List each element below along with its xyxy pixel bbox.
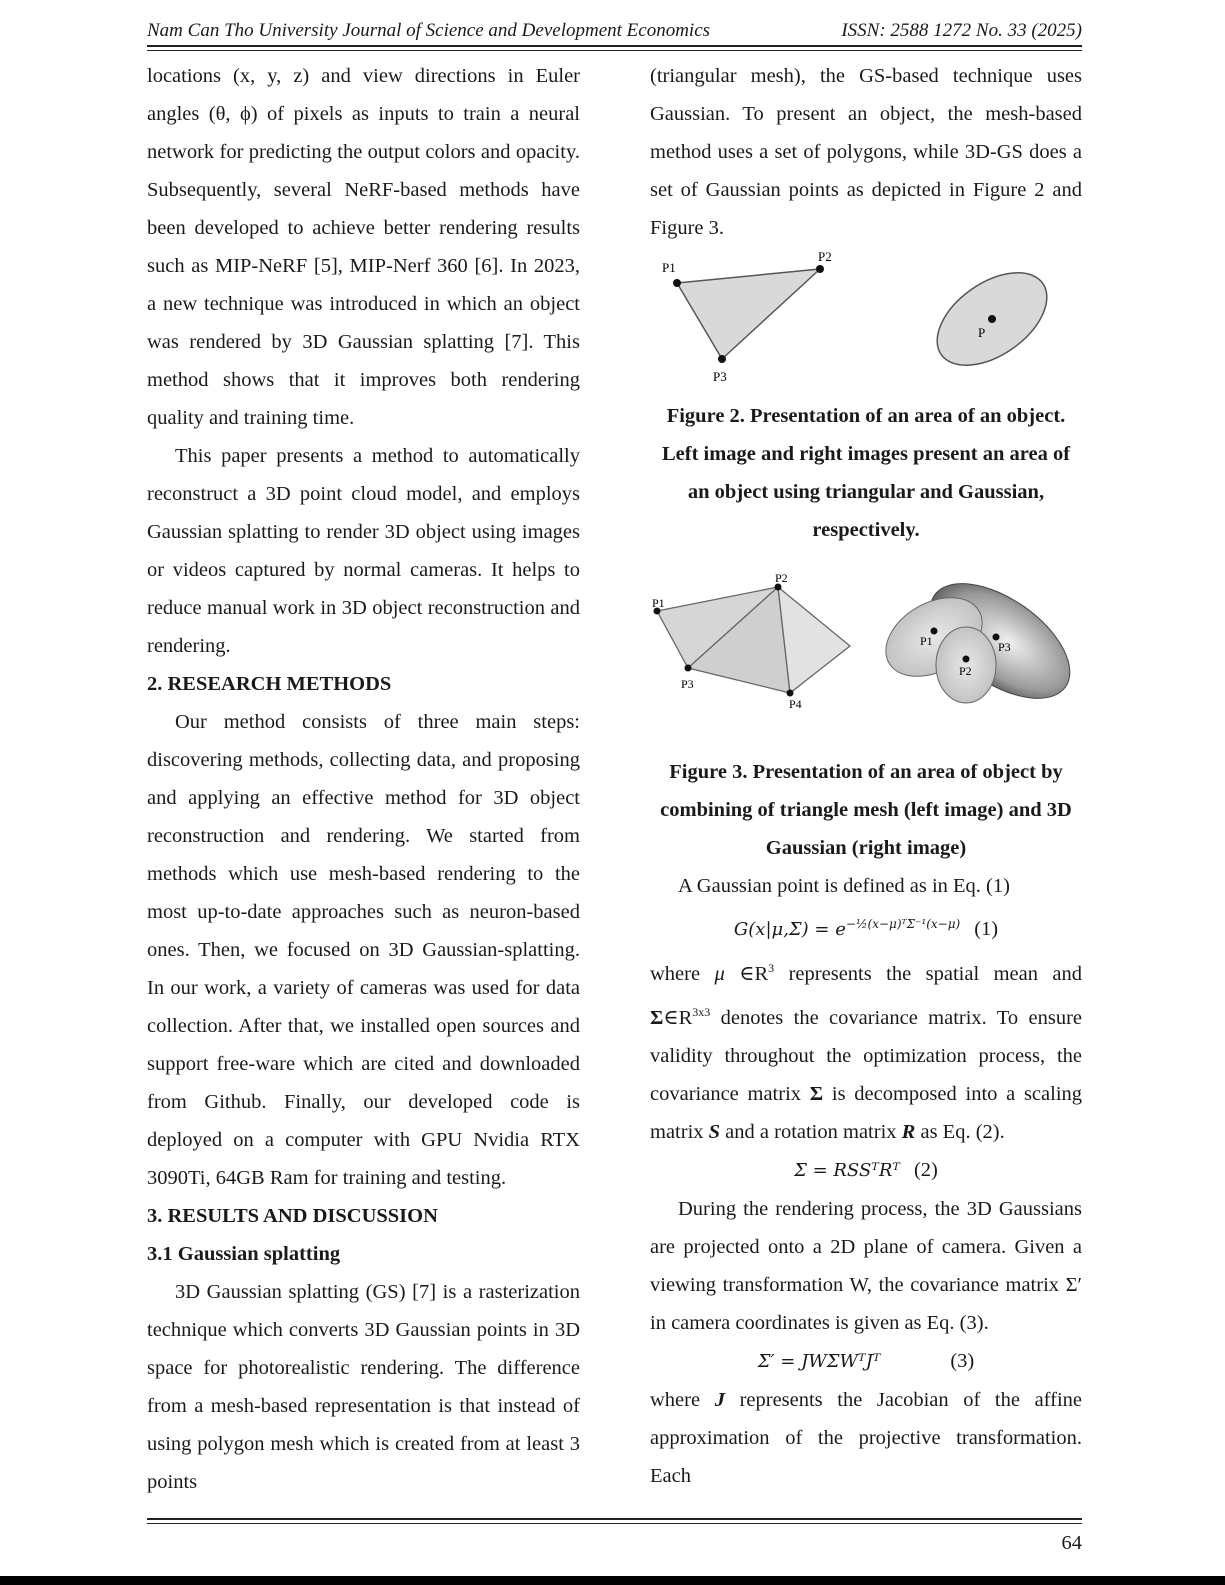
label-p3: P3 bbox=[713, 369, 727, 384]
equation-1 bbox=[650, 905, 1082, 949]
paragraph: where J represents the Jacobian of the affine approximation of the projective transformation. Each bbox=[650, 1388, 1082, 1487]
equation-2 bbox=[650, 1151, 1082, 1190]
section-heading: 3. RESULTS AND DISCUSSION bbox=[147, 1205, 438, 1227]
vertex-p3 bbox=[685, 665, 692, 672]
vertex-p2 bbox=[816, 265, 824, 273]
figure-2-caption: Figure 2. Presentation of an area of an object. Left image and right images present an area of an object using triangular and Gaussian, respectively. bbox=[661, 405, 1071, 541]
label-p: P bbox=[978, 325, 986, 340]
header-rule-thin bbox=[147, 50, 1082, 51]
footer-rule-thin bbox=[147, 1523, 1082, 1524]
label-p3: P3 bbox=[681, 677, 694, 691]
paragraph: This paper presents a method to automatically reconstruct a 3D point cloud model, and employs Gaussian splatting to render 3D object using images or videos captured by normal cameras. It helps to reduce manual work in 3D object reconstruction and rendering. bbox=[147, 445, 580, 657]
header-rule bbox=[147, 45, 1082, 47]
footer-rule bbox=[147, 1518, 1082, 1520]
equation-3-number: (3) bbox=[950, 1349, 975, 1372]
g-label-p3: P3 bbox=[998, 640, 1011, 654]
paragraph: 3D Gaussian splatting (GS) [7] is a rasterization technique which converts 3D Gaussian points in 3D space for photorealistic rendering. The difference from a mesh-based representation is that instead of using polygon mesh which is created from at least 3 points bbox=[147, 1281, 580, 1493]
equation-1-number: (1) bbox=[974, 918, 999, 940]
vertex-p1 bbox=[673, 279, 681, 287]
subsection-heading: 3.1 Gaussian splatting bbox=[147, 1243, 341, 1265]
section-heading: 2. RESEARCH METHODS bbox=[147, 673, 392, 695]
running-header bbox=[147, 20, 1082, 42]
equation-2-body: Σ = RSSᵀRᵀ bbox=[794, 1159, 900, 1181]
paragraph: where μ $\in R^3$ represents the spatial mean and $\Sigma\in R^{3x3}$ denotes the covariance matrix. To ensure validity throughout the optimization process, the covariance matrix Σ is decomposed into a scaling matrix S and a rotation matrix R as Eq. (2). bbox=[650, 961, 1083, 1143]
label-p2: P2 bbox=[818, 249, 832, 264]
paragraph: Our method consists of three main steps: discovering methods, collecting data, and proposing and applying an effective method for 3D object reconstruction and rendering. We started from methods which use mesh-based rendering to the most up-to-date approaches such as neuron-based ones. Then, we focused on 3D Gaussian-splatting. In our work, a variety of cameras was used for data collection. After that, we installed open sources and support free-ware which are cited and downloaded from Github. Finally, our developed code is deployed on a computer with GPU Nvidia RTX 3090Ti, 64GB Ram for training and testing. bbox=[147, 711, 580, 1189]
left-column bbox=[147, 57, 580, 1501]
vertex-p4 bbox=[787, 690, 794, 697]
label-p1: P1 bbox=[652, 596, 665, 610]
equation-3-body: Σ′ = JWΣWᵀJᵀ bbox=[757, 1350, 881, 1372]
label-p2: P2 bbox=[775, 571, 788, 585]
equation-3 bbox=[650, 1342, 1082, 1381]
scan-edge bbox=[0, 1576, 1225, 1585]
right-column bbox=[650, 57, 1082, 1495]
label-p1: P1 bbox=[662, 260, 676, 275]
label-p4: P4 bbox=[789, 697, 802, 711]
mesh-face-right bbox=[778, 587, 850, 693]
gaussian-p2-center bbox=[963, 656, 970, 663]
equation-2-number: (2) bbox=[913, 1158, 938, 1181]
paragraph: (triangular mesh), the GS-based technique uses Gaussian. To present an object, the mesh-based method uses a set of polygons, while 3D-GS does a set of Gaussian points as depicted in Figure 2 and Figure 3. bbox=[650, 65, 1082, 239]
paragraph: A Gaussian point is defined as in Eq. (1) bbox=[678, 875, 1010, 897]
journal-title: Nam Can Tho University Journal of Science and Development Economics bbox=[147, 20, 711, 41]
paragraph: locations (x, y, z) and view directions in Euler angles (θ, ϕ) of pixels as inputs to train a neural network for predicting the output colors and opacity. Subsequently, several NeRF-based methods have been developed to achieve better rendering results such as MIP-NeRF [5], MIP-Nerf 360 [6]. In 2023, a new technique was introduced in which an object was rendered by 3D Gaussian splatting [7]. This method shows that it improves both rendering quality and training time. bbox=[147, 65, 580, 429]
g-label-p1: P1 bbox=[920, 634, 933, 648]
equation-1-body: $G(x|\mu,\Sigma) = e^{-\frac{1}{2}(x-\mu)ᵀ\Sigma^{-1}(x-\mu)}$ bbox=[733, 917, 961, 940]
gaussian-center bbox=[988, 315, 996, 323]
g-label-p2: P2 bbox=[959, 664, 972, 678]
issn-issue: ISSN: 2588 1272 No. 33 (2025) bbox=[841, 20, 1082, 41]
figure-2 bbox=[650, 247, 1082, 397]
figure-3 bbox=[650, 571, 1082, 753]
page-number: 64 bbox=[1061, 1532, 1082, 1554]
paragraph: During the rendering process, the 3D Gaussians are projected onto a 2D plane of camera. Given a viewing transformation W, the covariance matrix Σ′ in camera coordinates is given as Eq. (3). bbox=[650, 1197, 1082, 1334]
figure-3-caption: Figure 3. Presentation of an area of object by combining of triangle mesh (left image) and 3D Gaussian (right image) bbox=[660, 761, 1072, 859]
vertex-p3 bbox=[718, 355, 726, 363]
